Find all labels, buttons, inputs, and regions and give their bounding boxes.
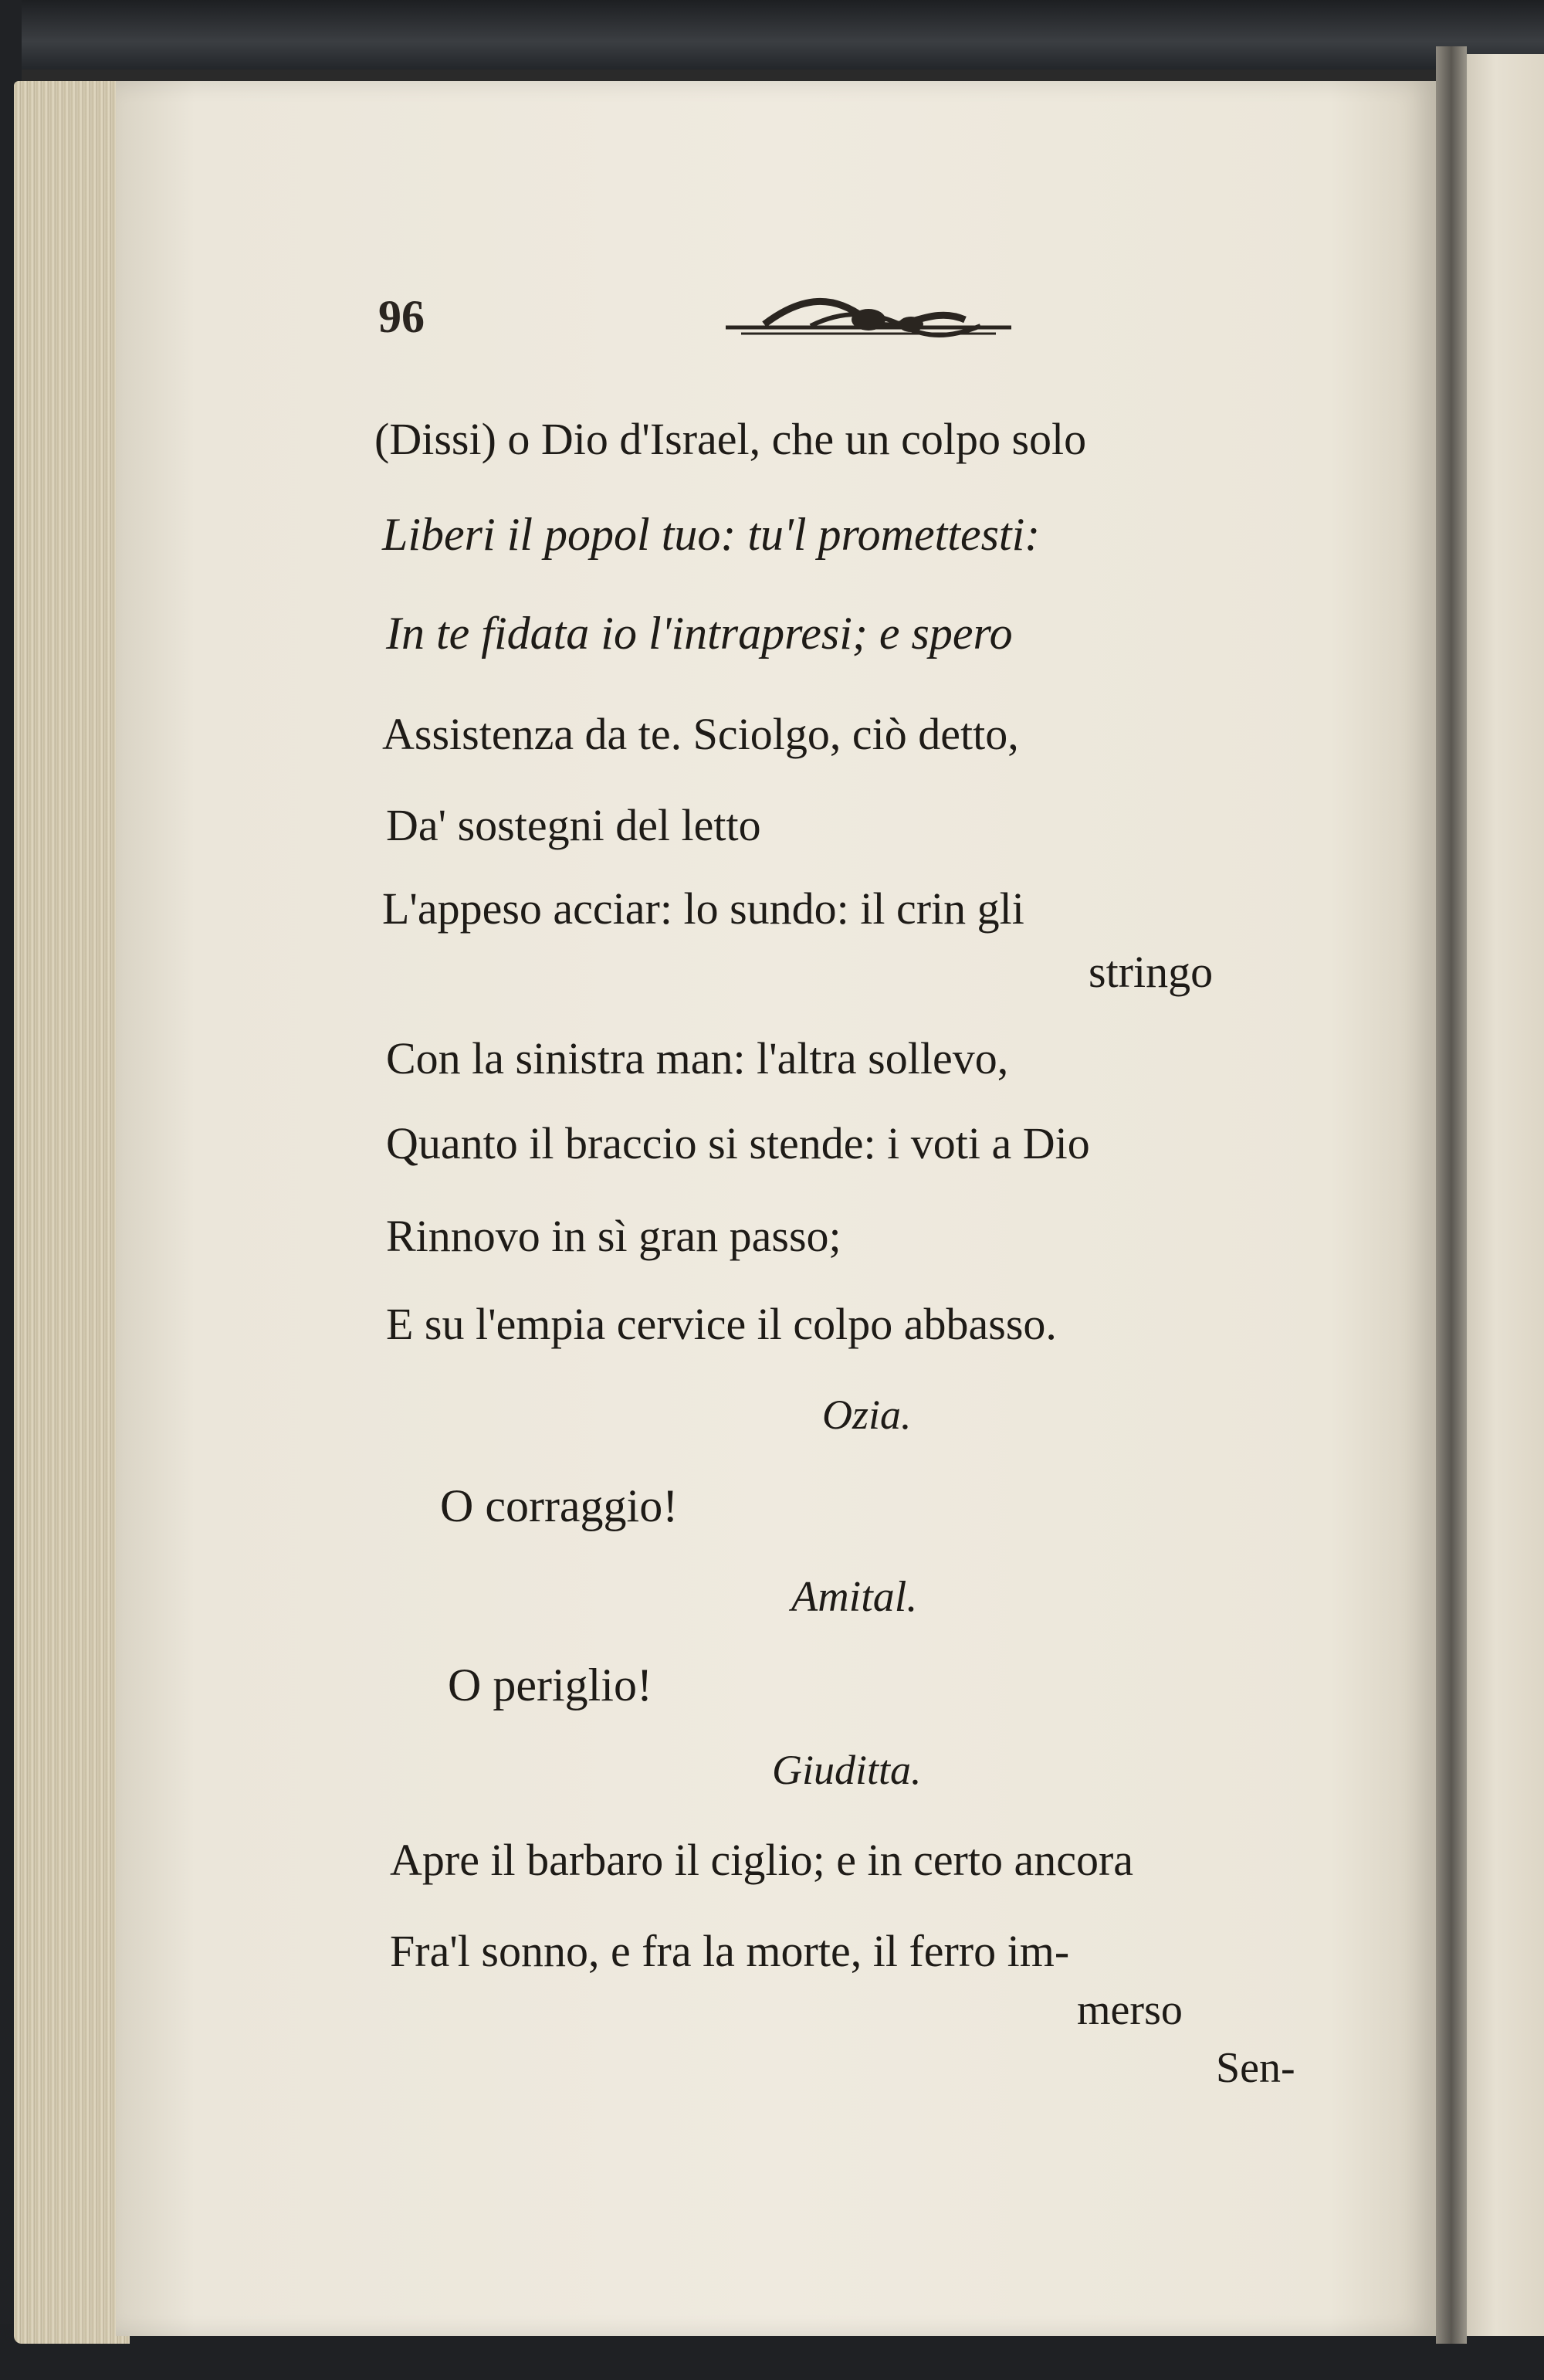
book-gutter [1436, 46, 1467, 2344]
background-top [0, 0, 1544, 70]
verse-line-4: Assistenza da te. Sciolgo, ciò detto, [382, 709, 1019, 759]
page-block-edges [14, 81, 130, 2344]
verse-line-9: Rinnovo in sì gran passo; [386, 1211, 841, 1261]
speaker-ozia: Ozia. [822, 1392, 912, 1438]
verse-line-7: Con la sinistra man: l'altra sollevo, [386, 1033, 1009, 1083]
giuditta-line-2-continuation: merso [1077, 1986, 1183, 2034]
verse-line-6: L'appeso acciar: lo sundo: il crin gli [382, 883, 1024, 934]
verse-line-8: Quanto il braccio si stende: i voti a Dio [386, 1118, 1090, 1168]
speaker-giuditta: Giuditta. [772, 1747, 922, 1793]
giuditta-line-1: Apre il barbaro il ciglio; e in certo ancora [390, 1835, 1134, 1885]
page-number: 96 [378, 291, 425, 342]
verse-line-6-continuation: stringo [1089, 947, 1214, 997]
ozia-line: O corraggio! [440, 1480, 679, 1531]
ornament-icon [718, 280, 1019, 357]
facing-page-edge [1463, 54, 1544, 2336]
giuditta-line-2: Fra'l sonno, e fra la morte, il ferro im- [390, 1926, 1070, 1976]
catchword: Sen- [1216, 2044, 1295, 2092]
verse-line-3: In te fidata io l'intrapresi; e spero [386, 608, 1013, 659]
verse-line-2: Liberi il popol tuo: tu'l promettesti: [382, 509, 1041, 560]
speaker-amital: Amital. [791, 1573, 918, 1621]
amital-line: O periglio! [448, 1660, 652, 1710]
verse-line-10: E su l'empia cervice il colpo abbasso. [386, 1299, 1057, 1349]
verse-line-5: Da' sostegni del letto [386, 800, 761, 850]
verse-line-1: (Dissi) o Dio d'Israel, che un colpo solo [374, 414, 1087, 464]
